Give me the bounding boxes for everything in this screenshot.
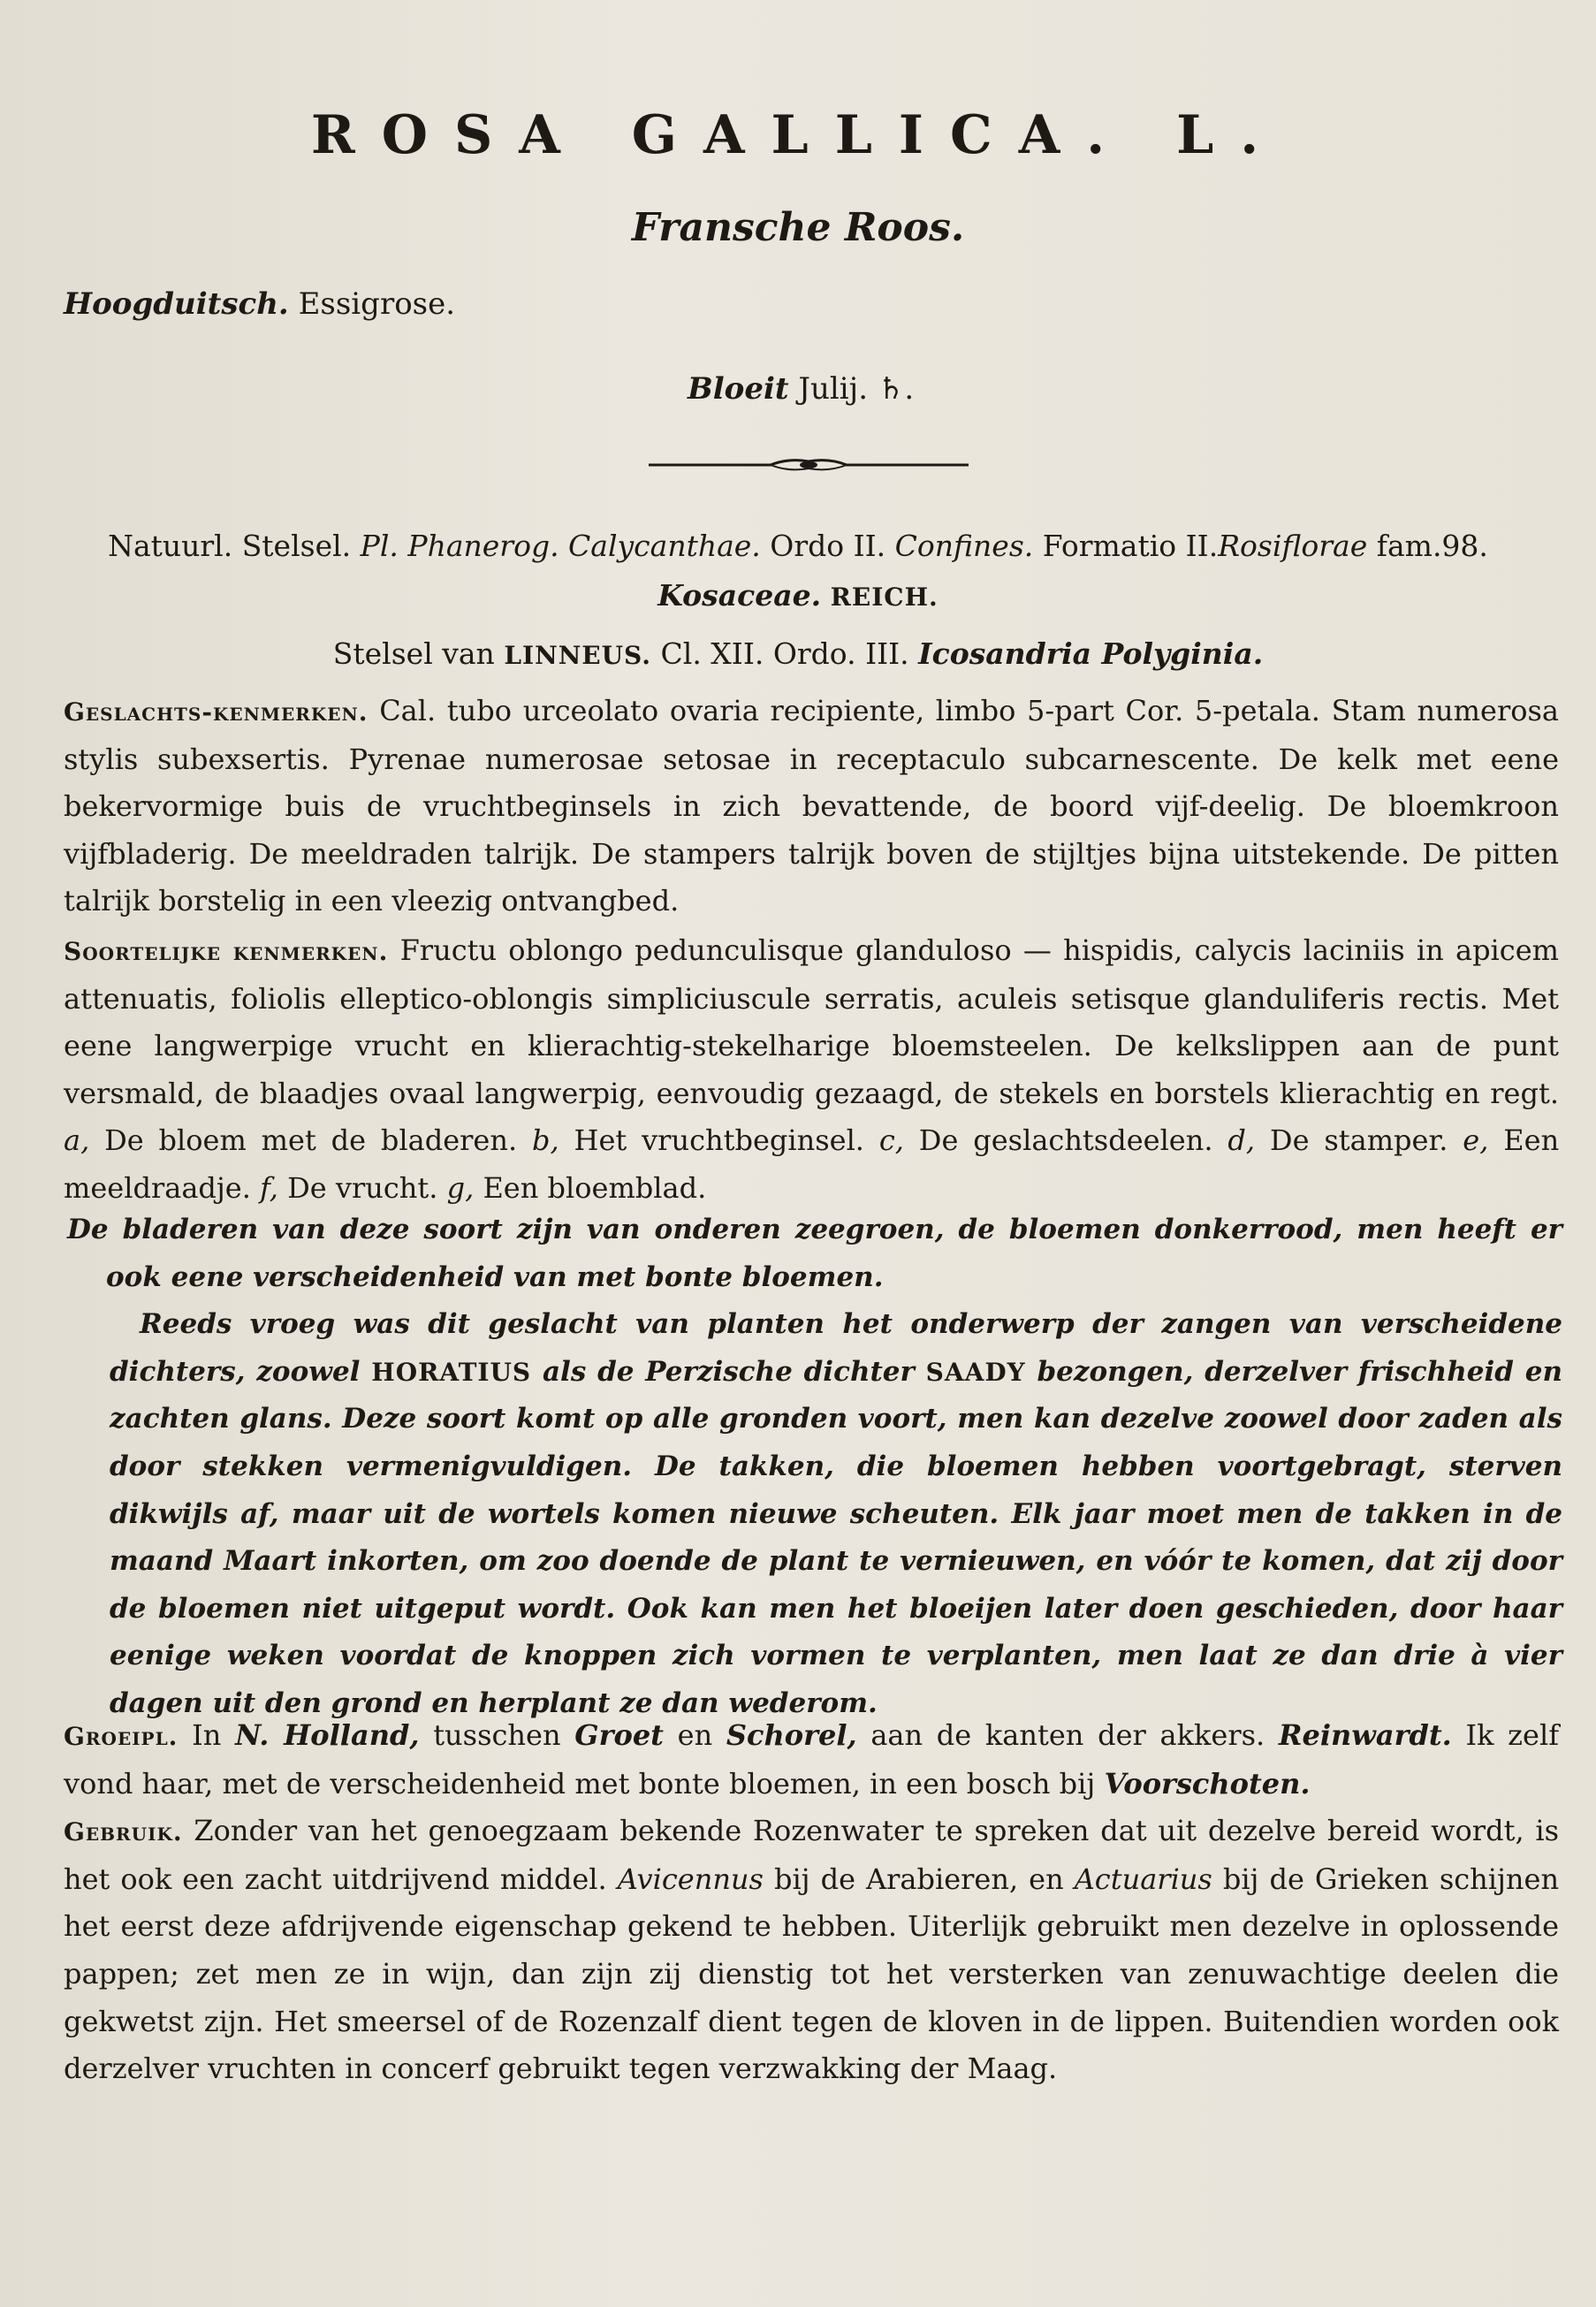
distribution-paragraph (64, 1712, 1559, 1808)
notes-p2-a: Reeds vroeg was dit geslacht van planten het onderwerp der zangen van verscheidene dichters, zoowel (110, 1308, 1562, 1388)
use-actuarius: Actuarius (1074, 1862, 1212, 1896)
distribution-reinwardt: Reinwardt. (1278, 1718, 1452, 1752)
genus-text: Cal. tubo urceolato ovaria recipiente, limbo 5-part Cor. 5-petala. Stam numerosa stylis subexsertis. Pyrenae numerosae setosae in receptaculo subcarnescente. De kelk met eene bekervormige buis de vruchtbeginsels in zich bevattende, de boord vijf-deelig. De bloemkroon vijfbladerig. De meeldraden talrijk. De stampers talrijk boven de stijltjes bijna uitstekende. De pitten talrijk borstelig in een vleezig ontvangbed. (64, 694, 1560, 918)
use-paragraph (64, 1808, 1559, 2093)
page-title: ROSA GALLICA. L. (310, 104, 1286, 166)
system-label: Natuurl. Stelsel. (108, 529, 352, 563)
system-reich: REICH. (830, 582, 939, 612)
system-family: fam.98. (1376, 529, 1488, 563)
figure-a-text: De bloem met de bladeren. (104, 1123, 518, 1158)
figure-f-text: De vrucht. (287, 1170, 438, 1205)
linnean-label: Stelsel van (332, 636, 495, 671)
common-name: Fransche Roos. (631, 205, 965, 250)
use-a: Zonder van het genoegzaam bekende Rozenwater te spreken dat uit dezelve bereid wordt, is het ook een zacht uitdrijvend middel. (64, 1814, 1560, 1896)
german-name-line (64, 285, 455, 324)
figure-a: a, (64, 1123, 90, 1158)
distribution-e: en (677, 1718, 713, 1752)
species-characteristics (64, 927, 1559, 1213)
figure-c: c, (878, 1123, 904, 1158)
distribution-region: N. Holland, (235, 1718, 420, 1752)
notes-p2-b: als de Perzische dichter (542, 1355, 915, 1388)
distribution-label: Groeipl. (64, 1722, 179, 1751)
distribution-i: Ik zelf vond haar, met de verscheidenheid met bonte bloemen, in een bosch bij (64, 1718, 1560, 1801)
german-name-label: Hoogduitsch. (64, 286, 289, 322)
system-class: Pl. Phanerog. Calycanthae. (360, 529, 761, 563)
flowering-line (688, 369, 914, 408)
notes-paragraph-2 (67, 1301, 1562, 1727)
notes-section (67, 1207, 1562, 1728)
notes-horatius: HORATIUS (371, 1357, 532, 1387)
system-line-3 (0, 635, 1596, 675)
figure-e-text: Een meeldraadje. (64, 1123, 1560, 1205)
figure-c-text: De geslachtsdeelen. (918, 1123, 1213, 1158)
notes-paragraph-1: De bladeren van deze soort zijn van onderen zeegroen, de bloemen donkerrood, men heeft er ook eene verscheidenheid van met bonte bloemen. (67, 1214, 1562, 1293)
linnean-group: Icosandria Polyginia. (918, 636, 1264, 671)
figure-b: b, (532, 1123, 559, 1158)
system-line-2 (0, 576, 1596, 617)
distribution-schorel: Schorel, (726, 1718, 857, 1752)
system-order: Ordo II. (770, 529, 886, 563)
figure-d: d, (1227, 1123, 1256, 1158)
system-rosiflorae: Rosiflorae (1218, 529, 1368, 563)
system-confines: Confines. (894, 529, 1034, 563)
german-name-value: Essigrose. (298, 286, 456, 322)
notes-saady: SAADY (925, 1357, 1026, 1387)
linnean-class: Cl. XII. Ordo. III. (660, 636, 909, 671)
figure-g: g, (446, 1170, 475, 1205)
distribution-c: tusschen (433, 1718, 561, 1752)
figure-g-text: Een bloemblad. (483, 1170, 707, 1205)
species-label: Soortelijke kenmerken. (64, 936, 389, 966)
system-line-1 (0, 527, 1596, 566)
figure-f: f, (260, 1170, 278, 1205)
figure-d-text: De stamper. (1269, 1123, 1448, 1158)
genus-characteristics (64, 688, 1559, 925)
flowering-label: Bloeit (688, 371, 789, 407)
use-label: Gebruik. (64, 1817, 183, 1847)
figure-e: e, (1463, 1123, 1489, 1158)
genus-label: Geslachts-kenmerken. (64, 697, 369, 727)
ornament-divider (647, 453, 970, 477)
system-kosaceae: Kosaceae. (657, 578, 822, 613)
distribution-groet: Groet (574, 1718, 664, 1752)
species-text: Fructu oblongo pedunculisque glanduloso — hispidis, calycis laciniis in apicem attenuatis, foliolis elleptico-oblongis simpliciuscule serratis, aculeis setisque glanduliferis rectis. Met eene langwerpige vrucht en klierachtig-stekelharige bloemsteelen. De kelkslippen aan de punt versmald, de blaadjes ovaal langwerpig, eenvoudig gezaagd, de stekels en borstels klierachtig en regt. (64, 933, 1559, 1110)
flowering-value: Julij. ♄. (798, 371, 915, 407)
system-formatio: Formatio II. (1042, 529, 1219, 563)
distribution-a: In (192, 1718, 222, 1752)
use-e: bij de Grieken schijnen het eerst deze afdrijvende eigenschap gekend te hebben. Uiterlijk gebruikt men dezelve in oplossende pappen; zet men ze in wijn, dan zijn zij dienstig tot het versterken van zenuwachtige deelen die gekwetst zijn. Het smeersel of de Rozenzalf dient tegen de kloven in de lippen. Buitendien worden ook derzelver vruchten in concerf gebruikt tegen verzwakking der Maag. (64, 1862, 1560, 2086)
distribution-use-section (64, 1712, 1559, 2093)
use-avicennus: Avicennus (617, 1862, 764, 1896)
figure-b-text: Het vruchtbeginsel. (574, 1123, 864, 1158)
distribution-voorschoten: Voorschoten. (1104, 1766, 1311, 1801)
notes-p2-c: bezongen, derzelver frischheid en zachten glans. Deze soort komt op alle gronden voort, men kan dezelve zoowel door zaden als door stekken vermenigvuldigen. De takken, die bloemen hebben voortgebragt, sterven dikwijls af, maar uit de wortels komen nieuwe scheuten. Elk jaar moet men de takken in de maand Maart inkorten, om zoo doende de plant te vernieuwen, en vóór te komen, dat zij door de bloemen niet uitgeput wordt. Ook kan men het bloeijen later doen geschieden, door haar eenige weken voordat de knoppen zich vormen te verplanten, men laat ze dan drie à vier dagen uit den grond en herplant ze dan wederom. (110, 1355, 1563, 1719)
distribution-g: aan de kanten der akkers. (870, 1718, 1265, 1752)
linnean-name: LINNEUS. (504, 641, 652, 670)
characteristics-section (64, 688, 1559, 1214)
use-c: bij de Arabieren, en (773, 1862, 1064, 1896)
